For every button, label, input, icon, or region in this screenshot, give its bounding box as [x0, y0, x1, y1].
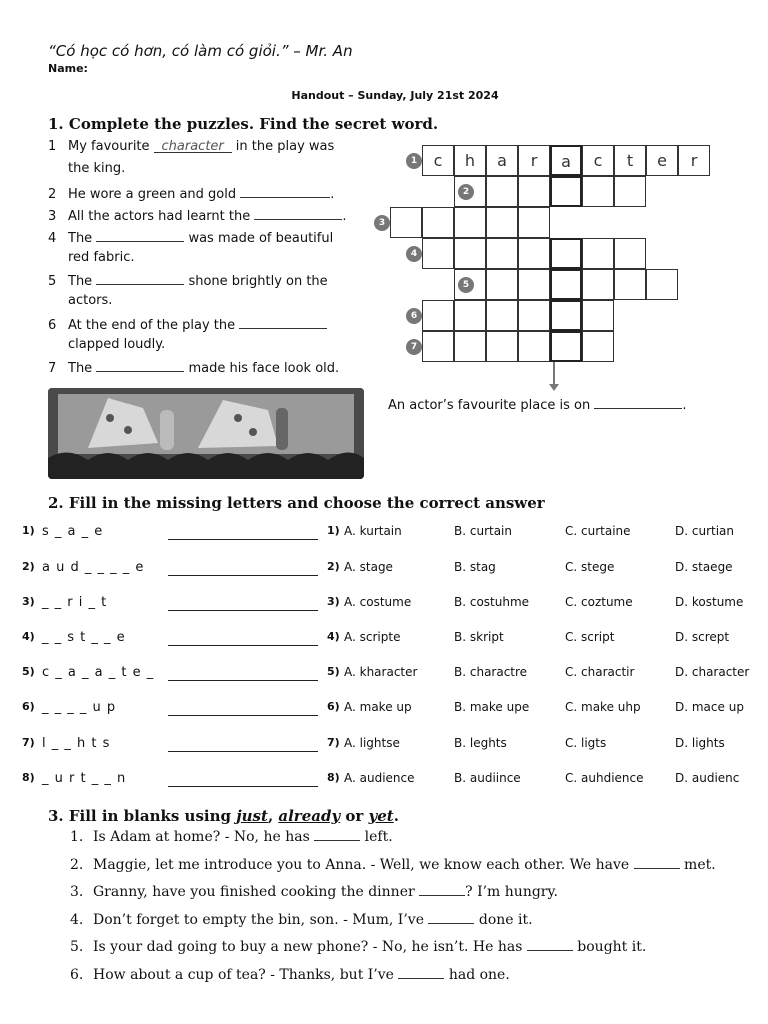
answer-line[interactable]	[168, 680, 318, 681]
sentence-text: How about a cup of tea? - Thanks, but I’ve	[93, 966, 399, 983]
grid-cell[interactable]	[454, 238, 486, 269]
clue-6-cont: clapped loudly.	[68, 337, 166, 352]
row-number: 5)	[22, 665, 35, 678]
answer-blank[interactable]	[96, 228, 184, 242]
clue-text: All the actors had learnt the	[68, 209, 255, 224]
exercise-row	[22, 665, 762, 685]
exercise-row	[22, 524, 762, 544]
option-number: 3)	[327, 595, 340, 608]
sentence-text: Maggie, let me introduce you to Anna. - Well, we know each other. We have	[93, 856, 634, 873]
grid-cell[interactable]: e	[646, 145, 678, 176]
option-a[interactable]: A. audience	[344, 771, 415, 785]
option-d[interactable]: D. curtian	[675, 524, 735, 538]
sentence-item	[70, 881, 558, 900]
option-d[interactable]: D. character	[675, 665, 750, 679]
exercise-row	[22, 630, 762, 650]
grid-cell[interactable]	[422, 207, 454, 238]
section2-title: 2. Fill in the missing letters and choose the correct answer	[48, 494, 545, 512]
clue-number: 6	[48, 318, 57, 333]
sentence-text: Granny, have you finished cooking the dinner	[93, 884, 420, 900]
handout-title: Handout – Sunday, July 21st 2024	[291, 89, 499, 102]
option-a[interactable]: A. kurtain	[344, 524, 402, 538]
answer-line[interactable]	[168, 575, 318, 576]
clue-number: 7	[48, 361, 57, 376]
grid-cell[interactable]	[550, 269, 582, 300]
option-number: 4)	[327, 630, 340, 643]
row-number-badge: 5	[458, 277, 474, 293]
clue-number: 3	[48, 209, 57, 224]
exercise-row	[22, 560, 762, 580]
option-d[interactable]: D. lights	[675, 736, 725, 750]
grid-cell[interactable]: t	[614, 145, 646, 176]
grid-cell[interactable]	[582, 331, 614, 362]
option-b[interactable]: B. skript	[454, 630, 504, 644]
grid-cell[interactable]	[582, 269, 614, 300]
answer-line[interactable]	[168, 539, 318, 540]
grid-cell[interactable]	[518, 238, 550, 269]
grid-cell[interactable]	[518, 269, 550, 300]
grid-cell[interactable]	[422, 300, 454, 331]
option-number: 6)	[327, 700, 340, 713]
item-number: 2.	[70, 856, 84, 873]
grid-cell[interactable]	[486, 176, 518, 207]
row-number: 4)	[22, 630, 35, 643]
grid-cell[interactable]	[614, 238, 646, 269]
crossword-grid	[378, 142, 710, 360]
section1-title: 1. Complete the puzzles. Find the secret word.	[48, 115, 439, 133]
sentence-item	[70, 936, 646, 955]
title-end: .	[393, 807, 399, 825]
option-a[interactable]: A. stage	[344, 560, 393, 574]
clue-4-cont: red fabric.	[68, 250, 135, 265]
answer-line[interactable]	[168, 786, 318, 787]
option-d[interactable]: D. staege	[675, 560, 733, 574]
answer-blank[interactable]: character	[154, 139, 232, 153]
keyword-just: just	[236, 807, 268, 825]
option-number: 1)	[327, 524, 340, 537]
exercise-row	[22, 595, 762, 615]
grid-cell[interactable]: r	[678, 145, 710, 176]
answer-blank[interactable]	[428, 909, 474, 924]
scrambled-word: l _ _ h t s	[42, 736, 111, 751]
option-number: 8)	[327, 771, 340, 784]
row-number: 3)	[22, 595, 35, 608]
option-a[interactable]: A. costume	[344, 595, 412, 609]
clue-text: shone brightly on the	[184, 274, 328, 289]
grid-cell[interactable]	[582, 300, 614, 331]
grid-cell[interactable]	[486, 269, 518, 300]
sentence-text: left.	[360, 829, 393, 845]
row-number: 7)	[22, 736, 35, 749]
option-c[interactable]: C. make uhp	[565, 700, 641, 714]
option-b[interactable]: B. charactre	[454, 665, 528, 679]
option-a[interactable]: A. make up	[344, 700, 412, 714]
clue-3	[48, 206, 347, 224]
grid-cell[interactable]	[422, 331, 454, 362]
keyword-yet: yet	[368, 807, 394, 825]
grid-cell[interactable]	[486, 238, 518, 269]
clue-text: The	[68, 274, 97, 289]
option-a[interactable]: A. scripte	[344, 630, 401, 644]
section3-title	[48, 807, 399, 825]
grid-cell[interactable]	[486, 300, 518, 331]
sentence-item	[70, 854, 716, 873]
down-arrow-icon	[549, 384, 559, 391]
grid-cell[interactable]	[518, 176, 550, 207]
option-c[interactable]: C. charactir	[565, 665, 635, 679]
grid-cell[interactable]	[646, 269, 678, 300]
clue-1-cont: the king.	[68, 161, 126, 176]
row-number: 8)	[22, 771, 35, 784]
clue-text: My favourite	[68, 139, 154, 154]
secret-blank[interactable]	[594, 395, 682, 409]
grid-cell[interactable]: h	[454, 145, 486, 176]
option-c[interactable]: C. auhdience	[565, 771, 644, 785]
row-number-badge: 7	[406, 339, 422, 355]
answer-blank[interactable]	[527, 936, 573, 951]
option-d[interactable]: D. audienc	[675, 771, 740, 785]
answer-blank[interactable]	[314, 826, 360, 841]
option-c[interactable]: C. coztume	[565, 595, 633, 609]
separator: or	[340, 807, 369, 825]
sentence-text: Is Adam at home? - No, he has	[93, 829, 315, 845]
exercise-row	[22, 771, 762, 791]
secret-end: .	[682, 398, 687, 413]
option-a[interactable]: A. kharacter	[344, 665, 418, 679]
item-number: 6.	[70, 966, 84, 983]
clue-5	[48, 271, 328, 289]
sentence-text: ? I’m hungry.	[465, 884, 558, 900]
grid-cell[interactable]	[614, 269, 646, 300]
row-number-badge: 1	[406, 153, 422, 169]
grid-cell[interactable]	[454, 331, 486, 362]
answer-line[interactable]	[168, 751, 318, 752]
option-c[interactable]: C. curtaine	[565, 524, 631, 538]
grid-cell[interactable]: a	[486, 145, 518, 176]
answer-blank[interactable]	[96, 271, 184, 285]
row-number: 6)	[22, 700, 35, 713]
option-c[interactable]: C. stege	[565, 560, 615, 574]
clue-1	[48, 139, 334, 154]
grid-cell[interactable]	[390, 207, 422, 238]
grid-cell[interactable]	[582, 176, 614, 207]
grid-cell[interactable]	[614, 176, 646, 207]
row-number-badge: 2	[458, 184, 474, 200]
answer-blank[interactable]	[96, 358, 184, 372]
separator: ,	[267, 807, 279, 825]
name-label: Name:	[48, 62, 88, 75]
clue-7	[48, 358, 339, 376]
option-b[interactable]: B. costuhme	[454, 595, 530, 609]
sentence-text: Don’t forget to empty the bin, son. - Mum, I’ve	[93, 911, 429, 928]
option-d[interactable]: D. scrept	[675, 630, 730, 644]
clue-number: 1	[48, 139, 57, 154]
option-number: 7)	[327, 736, 340, 749]
item-number: 5.	[70, 939, 84, 955]
clue-6	[48, 315, 327, 333]
answer-line[interactable]	[168, 645, 318, 646]
section3-title-prefix: 3. Fill in blanks using	[48, 807, 237, 825]
clue-number: 2	[48, 187, 57, 202]
row-number: 1)	[22, 524, 35, 537]
sentence-item	[70, 909, 533, 928]
row-number: 2)	[22, 560, 35, 573]
exercise-row	[22, 736, 762, 756]
option-b[interactable]: B. stag	[454, 560, 496, 574]
sentence-text: met.	[679, 856, 716, 873]
grid-cell[interactable]	[518, 300, 550, 331]
scrambled-word: c _ a _ a _ t e _	[42, 665, 155, 680]
sentence-text: done it.	[474, 911, 533, 928]
grid-cell[interactable]	[518, 331, 550, 362]
row-number-badge: 4	[406, 246, 422, 262]
clue-text: in the play was	[231, 139, 335, 154]
clue-number: 5	[48, 274, 57, 289]
clue-2	[48, 184, 334, 202]
grid-cell[interactable]: r	[518, 145, 550, 176]
secret-word-line	[388, 395, 687, 413]
sentence-text: Is your dad going to buy a new phone? - No, he isn’t. He has	[93, 939, 527, 955]
grid-cell[interactable]: c	[422, 145, 454, 176]
sentence-item	[70, 826, 393, 845]
grid-cell[interactable]	[454, 300, 486, 331]
clue-text: He wore a green and gold	[68, 187, 241, 202]
option-c[interactable]: C. script	[565, 630, 615, 644]
clue-text: The	[68, 361, 97, 376]
sentence-item	[70, 964, 510, 983]
theatre-stage-image	[48, 388, 364, 479]
row-number-badge: 3	[374, 215, 390, 231]
grid-cell[interactable]: a	[550, 145, 582, 176]
grid-cell[interactable]	[550, 238, 582, 269]
clue-text: At the end of the play the	[68, 318, 240, 333]
scrambled-word: a u d _ _ _ _ e	[42, 560, 145, 575]
grid-cell[interactable]	[550, 176, 582, 207]
option-b[interactable]: B. make upe	[454, 700, 530, 714]
grid-cell[interactable]: c	[582, 145, 614, 176]
grid-cell[interactable]	[422, 238, 454, 269]
option-b[interactable]: B. audiince	[454, 771, 521, 785]
clue-text: The	[68, 231, 97, 246]
grid-cell[interactable]	[518, 207, 550, 238]
scrambled-word: _ _ s t _ _ e	[42, 630, 126, 645]
answer-line[interactable]	[168, 715, 318, 716]
grid-cell[interactable]	[486, 207, 518, 238]
sentence-text: had one.	[444, 966, 510, 983]
keyword-already: already	[278, 807, 341, 825]
clue-text: .	[330, 187, 335, 202]
row-number-badge: 6	[406, 308, 422, 324]
grid-cell[interactable]	[486, 331, 518, 362]
grid-cell[interactable]	[582, 238, 614, 269]
option-d[interactable]: D. mace up	[675, 700, 744, 714]
option-c[interactable]: C. ligts	[565, 736, 607, 750]
answer-blank[interactable]	[634, 854, 680, 869]
quote-text: “Có học có hơn, có làm có giỏi.” – Mr. An	[48, 42, 353, 60]
item-number: 4.	[70, 911, 84, 928]
clue-number: 4	[48, 231, 57, 246]
grid-cell[interactable]	[550, 300, 582, 331]
option-a[interactable]: A. lightse	[344, 736, 400, 750]
exercise-row	[22, 700, 762, 720]
scrambled-word: _ u r t _ _ n	[42, 771, 127, 786]
option-d[interactable]: D. kostume	[675, 595, 744, 609]
clue-text: .	[342, 209, 347, 224]
item-number: 3.	[70, 884, 84, 900]
option-b[interactable]: B. curtain	[454, 524, 512, 538]
item-number: 1.	[70, 829, 84, 845]
option-b[interactable]: B. leghts	[454, 736, 507, 750]
clue-text: was made of beautiful	[184, 231, 334, 246]
clue-4	[48, 228, 333, 246]
answer-blank[interactable]	[419, 881, 465, 896]
grid-cell[interactable]	[550, 331, 582, 362]
secret-prompt: An actor’s favourite place is on	[388, 398, 595, 413]
clue-text: made his face look old.	[184, 361, 340, 376]
answer-blank[interactable]	[240, 184, 330, 198]
sentence-text: bought it.	[572, 939, 647, 955]
grid-cell[interactable]	[454, 207, 486, 238]
answer-line[interactable]	[168, 610, 318, 611]
scrambled-word: _ _ _ _ u p	[42, 700, 117, 715]
scrambled-word: _ _ r i _ t	[42, 595, 108, 610]
answer-blank[interactable]	[239, 315, 327, 329]
answer-blank[interactable]	[254, 206, 342, 220]
scrambled-word: s _ a _ e	[42, 524, 104, 539]
option-number: 2)	[327, 560, 340, 573]
clue-5-cont: actors.	[68, 293, 113, 308]
option-number: 5)	[327, 665, 340, 678]
answer-blank[interactable]	[398, 964, 444, 979]
